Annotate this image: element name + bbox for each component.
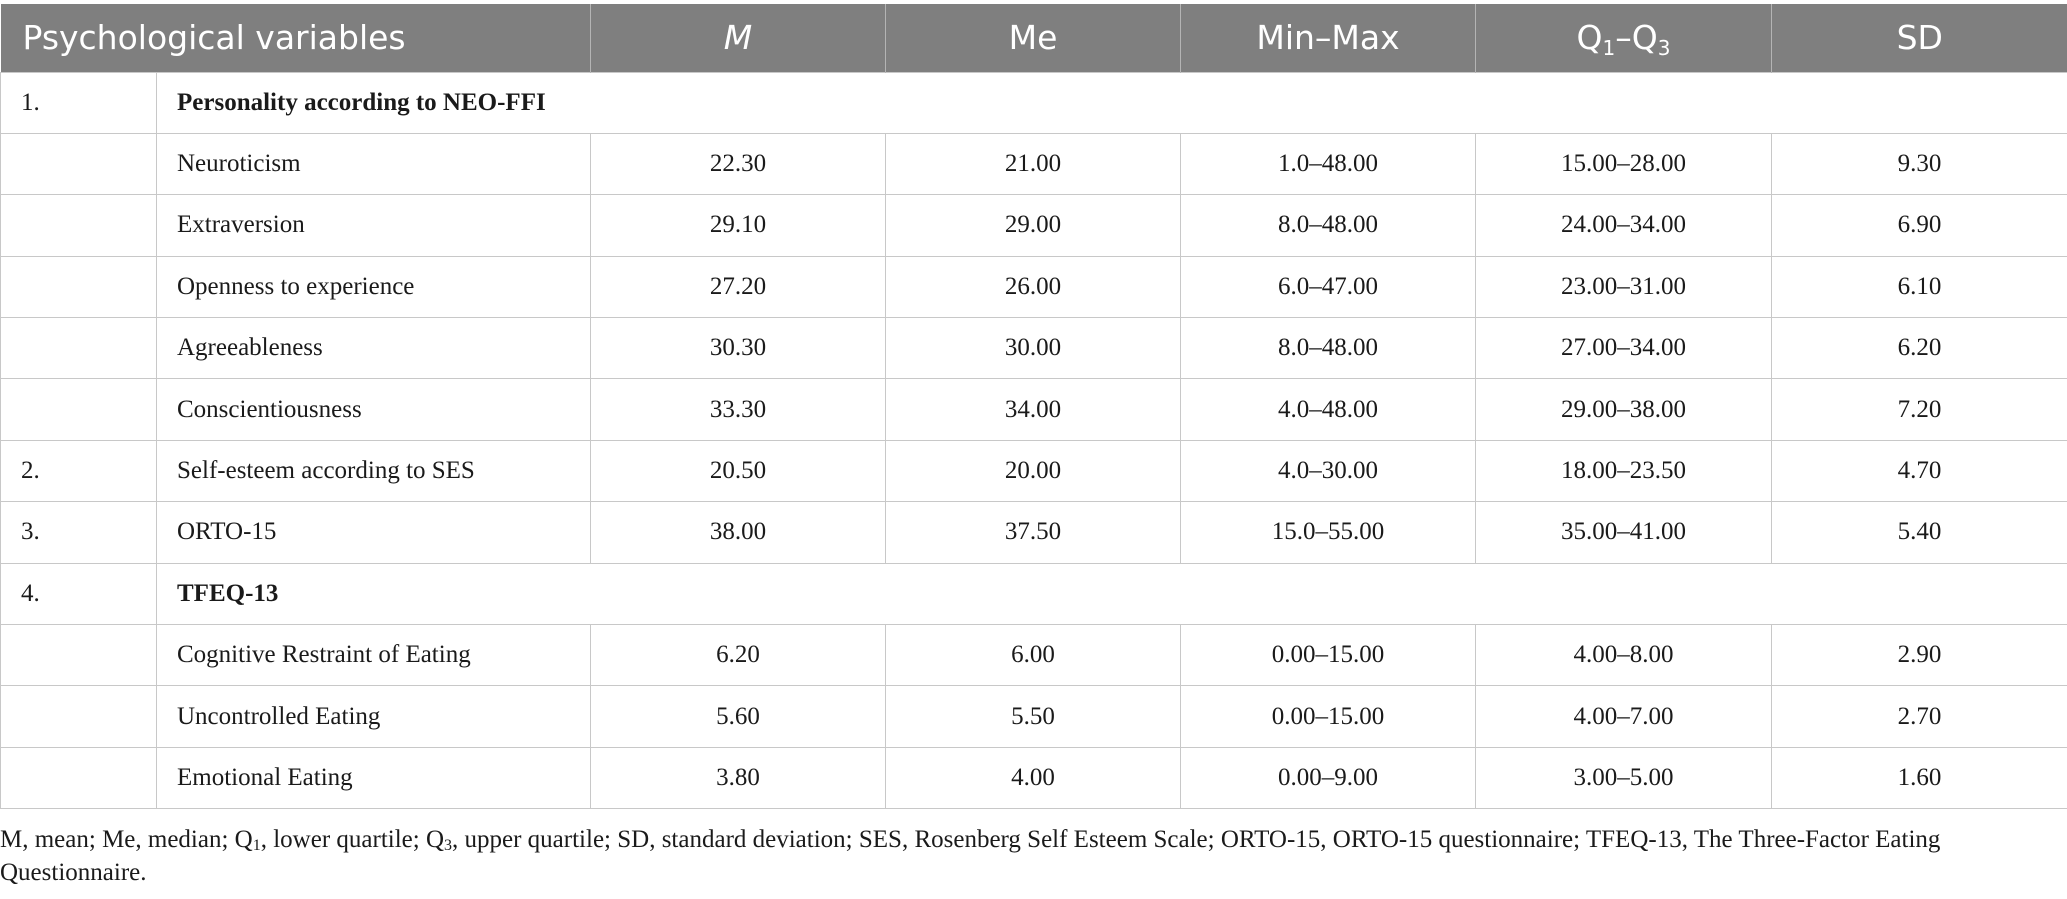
quartile-range-cell: 4.00–8.00 [1476,625,1772,686]
mean-cell: 20.50 [591,440,886,501]
median-cell: 6.00 [886,625,1181,686]
table-row [1,440,2067,501]
header-quartiles [1476,4,1772,72]
row-number [1,625,157,686]
row-number [1,133,157,194]
footnote-sub3: 3 [444,837,453,854]
sd-cell: 4.70 [1772,440,2067,501]
header-row [1,4,2067,72]
mean-cell: 6.20 [591,625,886,686]
sd-cell: 7.20 [1772,379,2067,440]
variable-name: Openness to experience [157,256,591,317]
quartile-range-cell: 3.00–5.00 [1476,747,1772,808]
mean-cell: 5.60 [591,686,886,747]
row-number [1,686,157,747]
table-footnote [0,823,2060,889]
footnote-part2: , lower quartile; Q [260,826,445,853]
mean-cell: 3.80 [591,747,886,808]
statistics-table [0,4,2067,809]
variable-name: Conscientiousness [157,379,591,440]
table-row [1,747,2067,808]
section-heading: Personality according to NEO-FFI [157,72,2067,133]
row-number [1,195,157,256]
median-cell: 5.50 [886,686,1181,747]
min-max-cell: 8.0–48.00 [1181,318,1476,379]
min-max-cell: 0.00–15.00 [1181,686,1476,747]
header-min-max: Min–Max [1181,4,1476,72]
sd-cell: 2.90 [1772,625,2067,686]
min-max-cell: 0.00–9.00 [1181,747,1476,808]
table-row [1,133,2067,194]
median-cell: 21.00 [886,133,1181,194]
min-max-cell: 0.00–15.00 [1181,625,1476,686]
variable-name: Neuroticism [157,133,591,194]
table-body [1,72,2067,809]
median-cell: 30.00 [886,318,1181,379]
min-max-cell: 8.0–48.00 [1181,195,1476,256]
row-number: 3. [1,502,157,563]
variable-name: ORTO-15 [157,502,591,563]
table-row [1,686,2067,747]
header-q1-sub: 1 [1602,36,1616,61]
mean-cell: 38.00 [591,502,886,563]
table-row [1,379,2067,440]
sd-cell: 6.90 [1772,195,2067,256]
min-max-cell: 6.0–47.00 [1181,256,1476,317]
mean-cell: 33.30 [591,379,886,440]
sd-cell: 6.10 [1772,256,2067,317]
header-q1-label: Q [1576,18,1603,58]
section-heading: TFEQ-13 [157,563,2067,624]
sd-cell: 1.60 [1772,747,2067,808]
sd-cell: 5.40 [1772,502,2067,563]
mean-cell: 29.10 [591,195,886,256]
median-cell: 20.00 [886,440,1181,501]
table-row [1,195,2067,256]
footnote-part3: , upper quartile; SD, standard deviation; SES, Rosenberg Self Esteem Scale; ORTO-15, ORTO-15 questionnaire; TFEQ-13, The Three-Factor Eating Questionnaire. [0,826,1941,886]
quartile-range-cell: 23.00–31.00 [1476,256,1772,317]
table-row [1,502,2067,563]
min-max-cell: 4.0–30.00 [1181,440,1476,501]
row-number [1,256,157,317]
header-median: Me [886,4,1181,72]
row-number [1,747,157,808]
quartile-range-cell: 29.00–38.00 [1476,379,1772,440]
variable-name: Self-esteem according to SES [157,440,591,501]
variable-name: Uncontrolled Eating [157,686,591,747]
row-number [1,379,157,440]
median-cell: 29.00 [886,195,1181,256]
footnote-part1: M, mean; Me, median; Q [0,826,253,853]
quartile-range-cell: 35.00–41.00 [1476,502,1772,563]
mean-cell: 27.20 [591,256,886,317]
section-row [1,563,2067,624]
median-cell: 4.00 [886,747,1181,808]
section-row [1,72,2067,133]
variable-name: Agreeableness [157,318,591,379]
header-mean-label: M [723,18,753,58]
header-mean [591,4,886,72]
header-sd: SD [1772,4,2067,72]
header-q-dash: –Q [1615,18,1658,58]
table-header [1,4,2067,72]
mean-cell: 22.30 [591,133,886,194]
header-variables: Psychological variables [1,4,591,72]
min-max-cell: 1.0–48.00 [1181,133,1476,194]
variable-name: Extraversion [157,195,591,256]
footnote-sub1: 1 [252,837,261,854]
min-max-cell: 15.0–55.00 [1181,502,1476,563]
row-number: 1. [1,72,157,133]
row-number: 4. [1,563,157,624]
sd-cell: 6.20 [1772,318,2067,379]
quartile-range-cell: 4.00–7.00 [1476,686,1772,747]
variable-name: Emotional Eating [157,747,591,808]
median-cell: 26.00 [886,256,1181,317]
header-q3-sub: 3 [1657,36,1671,61]
sd-cell: 2.70 [1772,686,2067,747]
table-row [1,625,2067,686]
variable-name: Cognitive Restraint of Eating [157,625,591,686]
min-max-cell: 4.0–48.00 [1181,379,1476,440]
table-row [1,256,2067,317]
sd-cell: 9.30 [1772,133,2067,194]
quartile-range-cell: 18.00–23.50 [1476,440,1772,501]
mean-cell: 30.30 [591,318,886,379]
row-number [1,318,157,379]
quartile-range-cell: 24.00–34.00 [1476,195,1772,256]
row-number: 2. [1,440,157,501]
quartile-range-cell: 27.00–34.00 [1476,318,1772,379]
median-cell: 37.50 [886,502,1181,563]
table-row [1,318,2067,379]
median-cell: 34.00 [886,379,1181,440]
quartile-range-cell: 15.00–28.00 [1476,133,1772,194]
